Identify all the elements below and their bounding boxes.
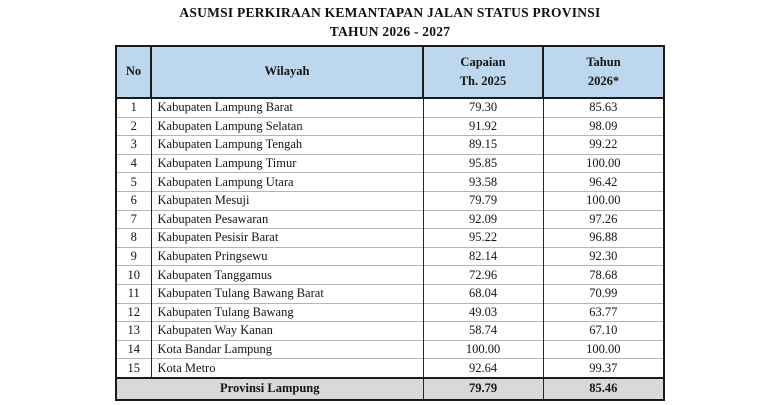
row-no-cell: 14 — [116, 340, 151, 359]
table-body — [116, 98, 664, 378]
row-no-cell: 6 — [116, 191, 151, 210]
row-capaian-cell: 100.00 — [423, 340, 543, 359]
row-no-cell: 4 — [116, 154, 151, 173]
header-tahun-line1: Tahun — [586, 54, 621, 69]
row-capaian-cell: 89.15 — [423, 136, 543, 155]
table-row — [116, 191, 664, 210]
row-no-cell: 9 — [116, 247, 151, 266]
row-tahun-cell: 97.26 — [543, 210, 664, 229]
row-capaian-cell: 72.96 — [423, 266, 543, 285]
row-wilayah-cell: Kabupaten Tulang Bawang — [151, 303, 423, 322]
row-wilayah-cell: Kabupaten Pesisir Barat — [151, 229, 423, 248]
row-no-cell: 12 — [116, 303, 151, 322]
page-title-line2: TAHUN 2026 - 2027 — [329, 23, 451, 39]
row-tahun-cell: 99.37 — [543, 359, 664, 378]
row-capaian-cell: 58.74 — [423, 322, 543, 341]
page-title — [0, 4, 780, 42]
row-wilayah-cell: Kota Bandar Lampung — [151, 340, 423, 359]
header-wilayah: Wilayah — [151, 46, 423, 98]
table-row — [116, 322, 664, 341]
header-tahun — [543, 46, 664, 98]
table-row — [116, 266, 664, 285]
table-row — [116, 284, 664, 303]
row-wilayah-cell: Kabupaten Tulang Bawang Barat — [151, 284, 423, 303]
row-tahun-cell: 100.00 — [543, 340, 664, 359]
table-footer — [116, 378, 664, 400]
row-capaian-cell: 93.58 — [423, 173, 543, 192]
table-row — [116, 154, 664, 173]
row-tahun-cell: 96.88 — [543, 229, 664, 248]
footer-label-cell: Provinsi Lampung — [116, 378, 423, 400]
header-no: No — [116, 46, 151, 98]
row-no-cell: 11 — [116, 284, 151, 303]
header-capaian-line2: Th. 2025 — [459, 74, 507, 88]
table-row — [116, 247, 664, 266]
row-no-cell: 2 — [116, 117, 151, 136]
row-capaian-cell: 95.85 — [423, 154, 543, 173]
row-capaian-cell: 92.09 — [423, 210, 543, 229]
row-tahun-cell: 63.77 — [543, 303, 664, 322]
row-tahun-cell: 99.22 — [543, 136, 664, 155]
table-row — [116, 359, 664, 378]
page-title-line1: ASUMSI PERKIRAAN KEMANTAPAN JALAN STATUS PROVINSI — [179, 5, 601, 20]
row-wilayah-cell: Kabupaten Mesuji — [151, 191, 423, 210]
header-capaian — [423, 46, 543, 98]
row-no-cell: 3 — [116, 136, 151, 155]
row-wilayah-cell: Kabupaten Pesawaran — [151, 210, 423, 229]
table-row — [116, 303, 664, 322]
row-no-cell: 1 — [116, 98, 151, 117]
row-tahun-cell: 70.99 — [543, 284, 664, 303]
row-no-cell: 5 — [116, 173, 151, 192]
row-wilayah-cell: Kabupaten Pringsewu — [151, 247, 423, 266]
row-no-cell: 7 — [116, 210, 151, 229]
header-tahun-line2: 2026* — [587, 74, 620, 88]
table-row — [116, 173, 664, 192]
row-capaian-cell: 91.92 — [423, 117, 543, 136]
row-capaian-cell: 68.04 — [423, 284, 543, 303]
row-no-cell: 10 — [116, 266, 151, 285]
row-wilayah-cell: Kabupaten Lampung Barat — [151, 98, 423, 117]
footer-row — [116, 378, 664, 400]
row-wilayah-cell: Kabupaten Way Kanan — [151, 322, 423, 341]
footer-capaian-cell: 79.79 — [423, 378, 543, 400]
row-wilayah-cell: Kabupaten Lampung Tengah — [151, 136, 423, 155]
row-tahun-cell: 96.42 — [543, 173, 664, 192]
row-capaian-cell: 92.64 — [423, 359, 543, 378]
row-no-cell: 8 — [116, 229, 151, 248]
row-tahun-cell: 85.63 — [543, 98, 664, 117]
table-row — [116, 229, 664, 248]
footer-tahun-cell: 85.46 — [543, 378, 664, 400]
row-no-cell: 15 — [116, 359, 151, 378]
row-capaian-cell: 79.79 — [423, 191, 543, 210]
header-capaian-line1: Capaian — [460, 54, 506, 69]
row-tahun-cell: 100.00 — [543, 191, 664, 210]
row-wilayah-cell: Kabupaten Lampung Timur — [151, 154, 423, 173]
row-tahun-cell: 92.30 — [543, 247, 664, 266]
row-tahun-cell: 67.10 — [543, 322, 664, 341]
table-header — [116, 46, 664, 98]
table-row — [116, 117, 664, 136]
row-wilayah-cell: Kabupaten Tanggamus — [151, 266, 423, 285]
row-tahun-cell: 98.09 — [543, 117, 664, 136]
row-tahun-cell: 78.68 — [543, 266, 664, 285]
table-row — [116, 340, 664, 359]
header-row — [116, 46, 664, 98]
row-no-cell: 13 — [116, 322, 151, 341]
row-wilayah-cell: Kabupaten Lampung Selatan — [151, 117, 423, 136]
table-row — [116, 210, 664, 229]
row-capaian-cell: 79.30 — [423, 98, 543, 117]
table-row — [116, 136, 664, 155]
table-row — [116, 98, 664, 117]
row-capaian-cell: 95.22 — [423, 229, 543, 248]
row-tahun-cell: 100.00 — [543, 154, 664, 173]
row-wilayah-cell: Kabupaten Lampung Utara — [151, 173, 423, 192]
row-capaian-cell: 49.03 — [423, 303, 543, 322]
row-capaian-cell: 82.14 — [423, 247, 543, 266]
kemantapan-jalan-table — [115, 45, 665, 401]
row-wilayah-cell: Kota Metro — [151, 359, 423, 378]
